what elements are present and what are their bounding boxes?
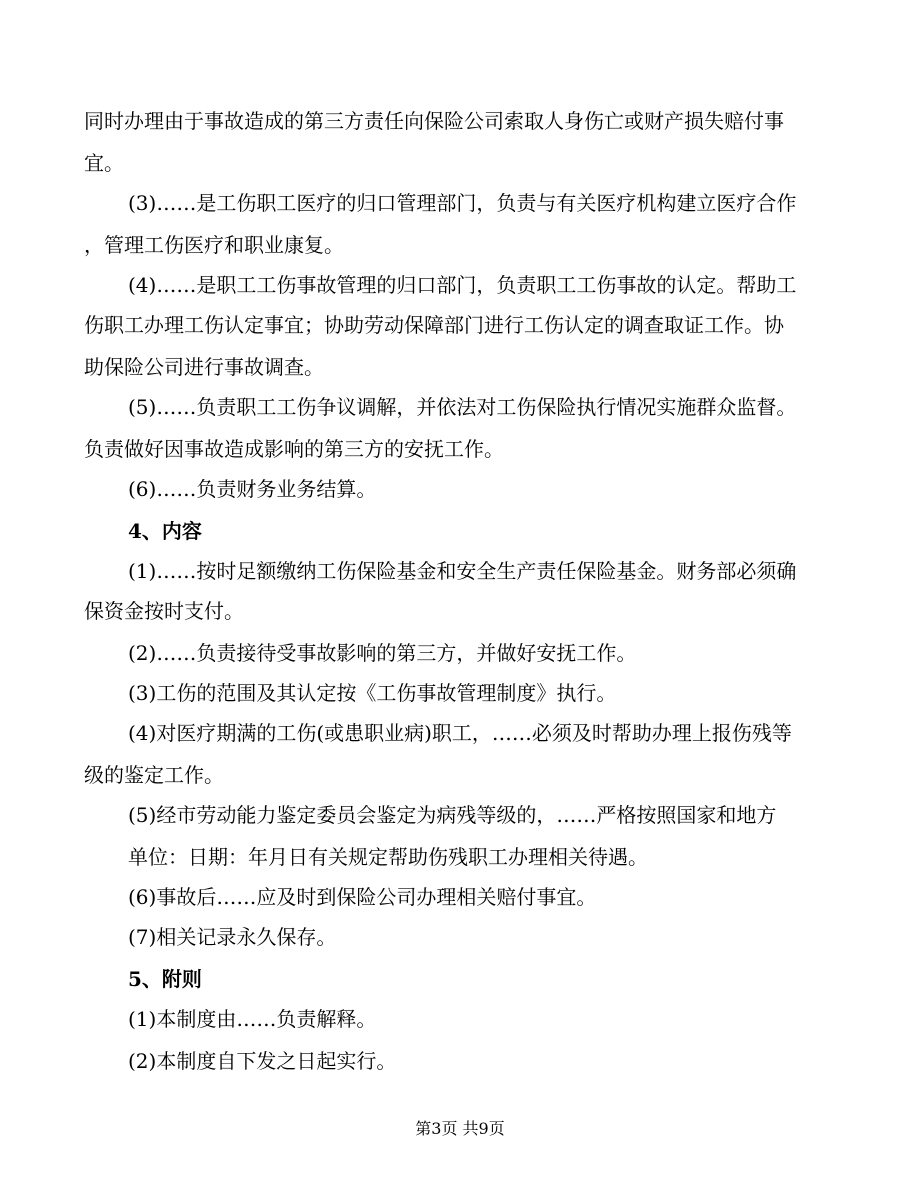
paragraph-line: 单位：日期：年月日有关规定帮助伤残职工办理相关待遇。 <box>128 845 648 869</box>
paragraph-line: 伤职工办理工伤认定事宜；协助劳动保障部门进行工伤认定的调查取证工作。协 <box>84 313 784 337</box>
paragraph-line: ，管理工伤医疗和职业康复。 <box>84 233 344 257</box>
paragraph-line: (6)……负责财务业务结算。 <box>128 477 377 501</box>
paragraph-line: 保资金按时支付。 <box>84 599 244 623</box>
paragraph-line: (3)……是工伤职工医疗的归口管理部门，负责与有关医疗机构建立医疗合作 <box>128 191 797 215</box>
paragraph-line: (6)事故后……应及时到保险公司办理相关赔付事宜。 <box>128 885 597 909</box>
paragraph-line: 同时办理由于事故造成的第三方责任向保险公司索取人身伤亡或财产损失赔付事 <box>84 109 784 133</box>
paragraph-line: (4)……是职工工伤事故管理的归口部门，负责职工工伤事故的认定。帮助工 <box>128 273 797 297</box>
paragraph-line: (2)……负责接待受事故影响的第三方，并做好安抚工作。 <box>128 641 637 665</box>
paragraph-line: (1)本制度由……负责解释。 <box>128 1007 377 1031</box>
paragraph-line: (3)工伤的范围及其认定按《工伤事故管理制度》执行。 <box>128 681 617 705</box>
paragraph-line: (2)本制度自下发之日起实行。 <box>128 1049 397 1073</box>
paragraph-line: 助保险公司进行事故调查。 <box>84 355 324 379</box>
paragraph-line: (7)相关记录永久保存。 <box>128 925 337 949</box>
paragraph-line: 级的鉴定工作。 <box>84 763 224 787</box>
paragraph-line: (1)……按时足额缴纳工伤保险基金和安全生产责任保险基金。财务部必须确 <box>128 559 797 583</box>
paragraph-line: (4)对医疗期满的工伤(或患职业病)职工，……必须及时帮助办理上报伤残等 <box>128 721 792 745</box>
paragraph-line: (5)……负责职工工伤争议调解，并依法对工伤保险执行情况实施群众监督。 <box>128 395 797 419</box>
paragraph-line: (5)经市劳动能力鉴定委员会鉴定为病残等级的，……严格按照国家和地方 <box>128 803 777 827</box>
page-footer: 第3页 共9页 <box>415 1119 505 1138</box>
paragraph-line: 宜。 <box>84 151 124 175</box>
section-heading-5: 5、附则 <box>128 967 202 991</box>
paragraph-line: 负责做好因事故造成影响的第三方的安抚工作。 <box>84 437 504 461</box>
section-heading-4: 4、内容 <box>128 519 202 543</box>
